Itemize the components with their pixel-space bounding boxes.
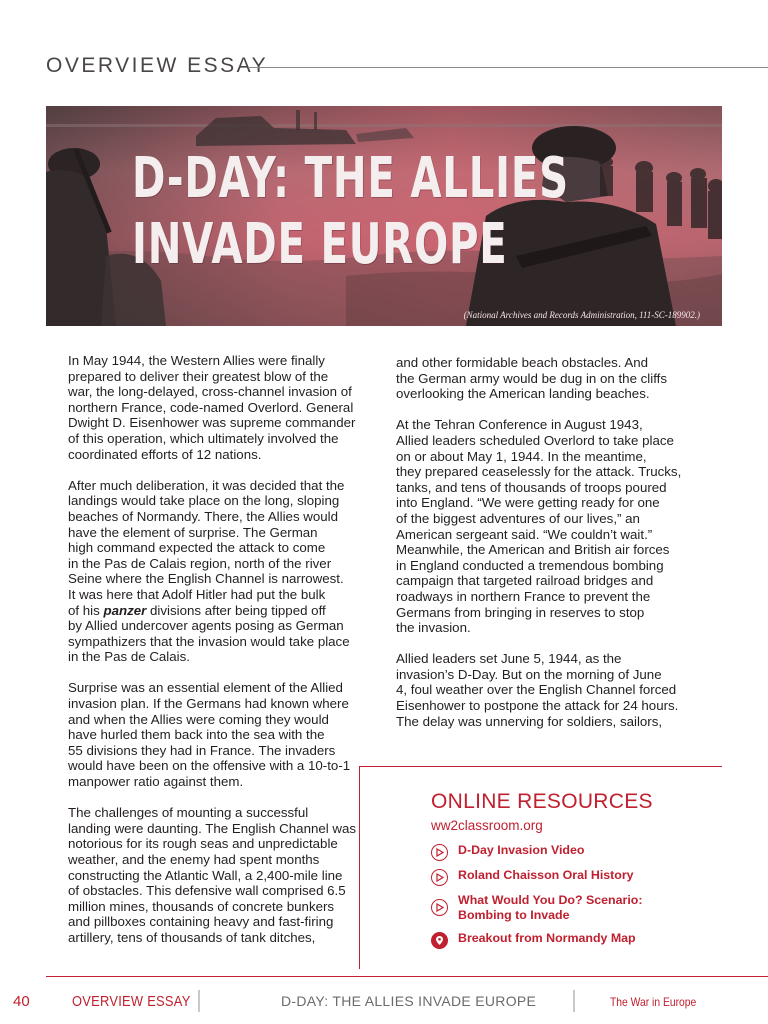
essay-left-column [68,353,364,961]
essay-text: divisions after being tipped off by Allied undercover agents posing as German sympathizers that the invasion would take place in the Pas de Calais. [68,602,350,665]
play-icon [431,844,448,861]
resources-list [431,843,711,956]
footer-unit-title: The War in Europe [610,995,697,1009]
essay-text: After much deliberation, it was decided that the landings would take place on the long, sloping beaches of Normandy. There, the Allies would have the element of surprise. The German high command expected the attack to come in the Pas de Calais region, north of the river Seine where the English Channel is narrowest. It was here that Adolf Hitler had put the bulk of his [68,477,345,618]
resource-label: D-Day Invasion Video [458,843,585,857]
footer-divider [198,990,200,1012]
emphasis-panzer: panzer [103,602,147,618]
essay-paragraph: The challenges of mounting a successful landing were daunting. The English Channel was notorious for its rough seas and unpredictable weather, and the enemy had spent months constructing the Atlantic Wall, a 2,400-mile line of obstacles. This defensive wall comprised 6.5 million mines, thousands of concrete bunkers and pillboxes containing heavy and fast-firing artillery, tens of thousands of tank ditches, [68,805,357,945]
page-number: 40 [13,993,30,1010]
article-title-line-1: D-DAY: THE ALLIES [132,146,569,211]
resource-label: Breakout from Normandy Map [458,930,636,945]
resource-link-scenario[interactable] [431,893,711,924]
hero-banner [46,106,722,326]
play-icon [431,899,448,916]
image-credit: (National Archives and Records Administration, 111-SC-189902.) [463,310,700,320]
resources-url-link[interactable]: ww2classroom.org [431,818,543,833]
footer-rule [46,976,768,977]
resource-link-oral-history[interactable] [431,868,711,886]
header-rule [248,67,768,68]
play-icon [431,869,448,886]
essay-paragraph: At the Tehran Conference in August 1943, Allied leaders scheduled Overlord to take place on or about May 1, 1944. In the meantime, they prepared ceaselessly for the attack. Trucks, tanks, and tens of thousands of troops poured into England. “We were getting ready for one of the biggest adventures of our lives,” an American sergeant said. “We couldn’t wait.” Meanwhile, the American and British air forces in England conducted a tremendous bombing campaign that targeted railroad bridges and roadways in northern France to prevent the Germans from bringing in reserves to stop the invasion. [396,417,682,636]
resource-label: What Would You Do? Scenario: Bombing to Invade [458,893,643,923]
essay-paragraph: In May 1944, the Western Allies were finally prepared to deliver their greatest blow of the war, the long-delayed, cross-channel invasion of northern France, code-named Overlord. General Dwight D. Eisenhower was supreme commander of this operation, which ultimately involved the coordinated efforts of 12 nations. [68,353,356,462]
footer-article-title: D-DAY: THE ALLIES INVADE EUROPE [281,993,537,1009]
essay-paragraph: Surprise was an essential element of the Allied invasion plan. If the Germans had known where and when the Allies were coming they would have hurled them back into the sea with the 55 divisions they had in France. The invaders would have been on the offensive with a 10-to-1 manpower ratio against them. [68,680,351,790]
footer-section-label: OVERVIEW ESSAY [72,993,191,1010]
section-label: OVERVIEW ESSAY [46,54,269,77]
map-pin-icon [431,932,448,949]
article-title [132,146,569,278]
article-title-line-2: INVADE EUROPE [132,212,508,277]
essay-paragraph [68,478,364,665]
essay-right-column [396,355,696,745]
online-resources-title: ONLINE RESOURCES [431,790,653,813]
resource-link-map[interactable] [431,931,711,949]
resource-label: Roland Chaisson Oral History [458,868,634,882]
essay-paragraph: and other formidable beach obstacles. And the German army would be dug in on the cliffs overlooking the American landing beaches. [396,355,668,402]
footer-divider [573,990,575,1012]
essay-paragraph: Allied leaders set June 5, 1944, as the invasion’s D-Day. But on the morning of June 4, foul weather over the English Channel forced Eisenhower to postpone the attack for 24 hours. The delay was unnerving for soldiers, sailors, [396,651,679,729]
resource-link-dday-video[interactable] [431,843,711,861]
